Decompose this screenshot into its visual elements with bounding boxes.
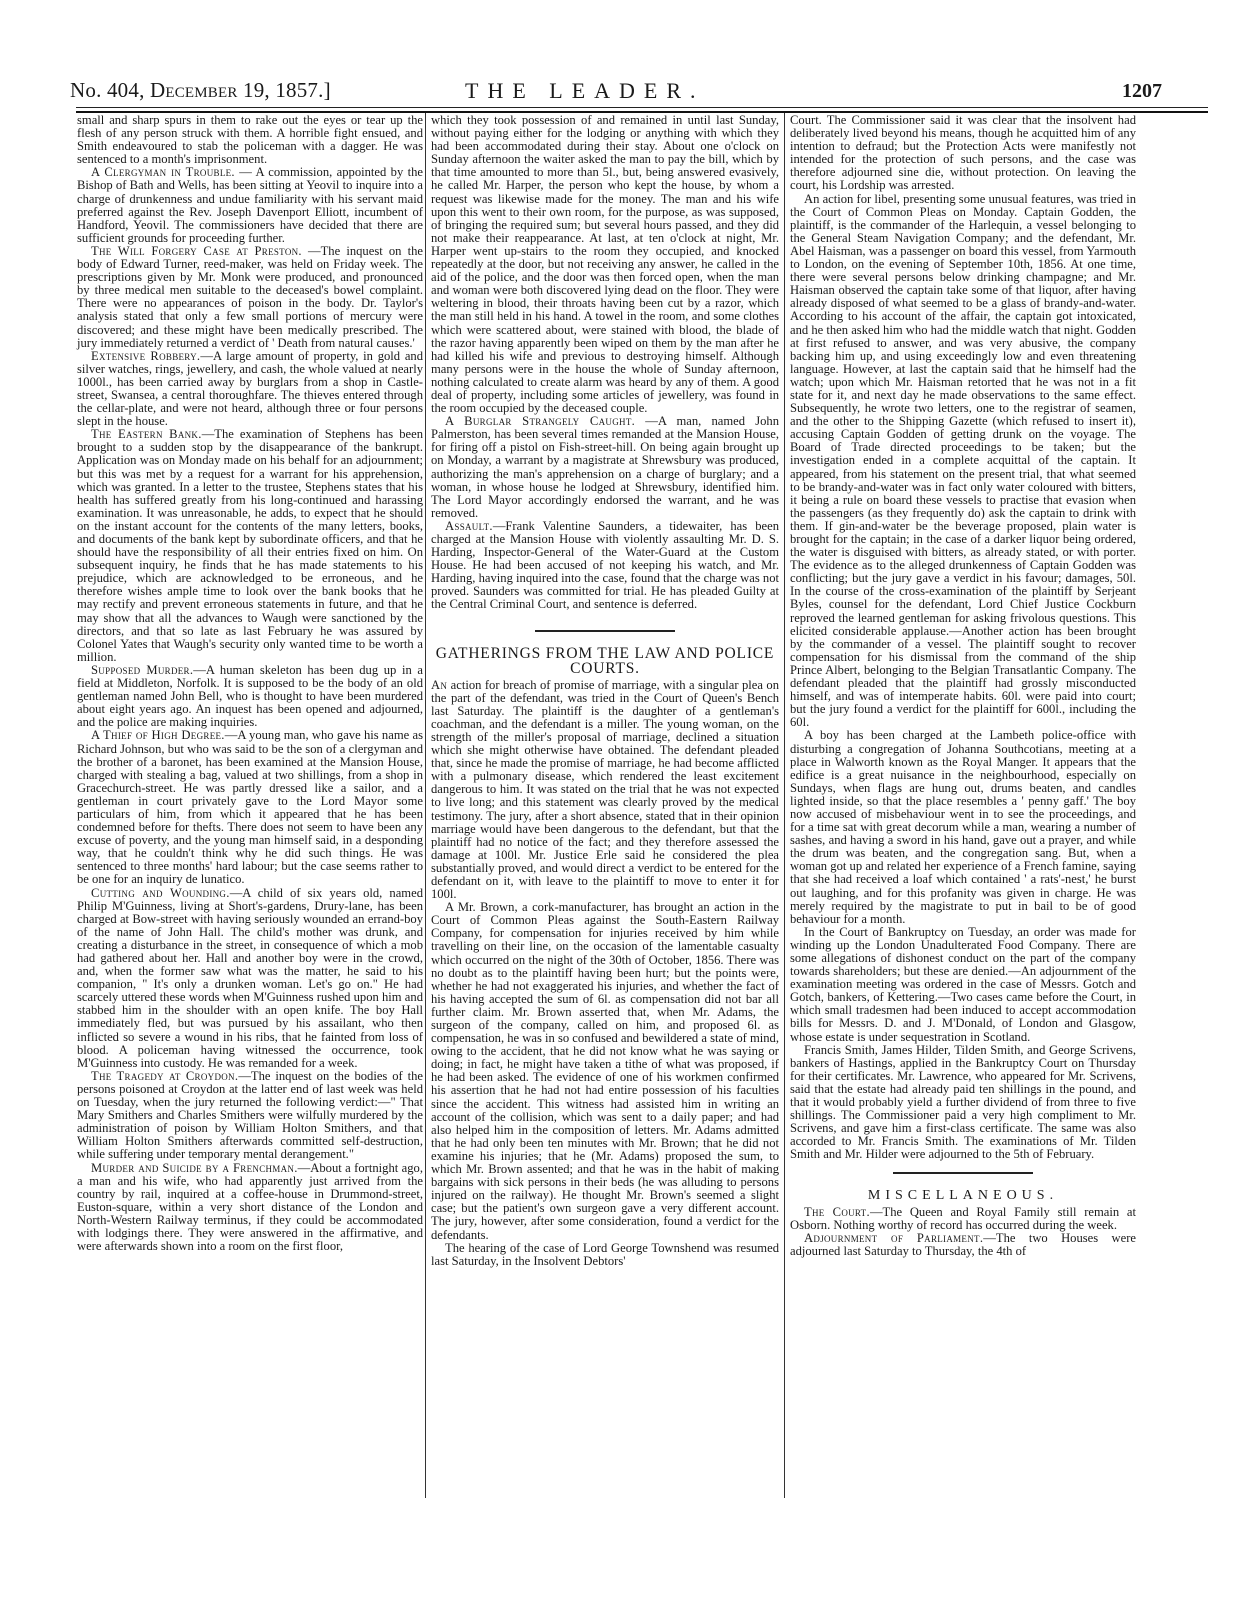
section-heading-law-courts: GATHERINGS FROM THE LAW AND POLICE COURTS. — [435, 644, 775, 677]
article-text: —The examination of Stephens has been brought to a sudden stop by the disappearance of the bankrupt. Application was on Monday made on his behalf for an adjournment; but this was met by a request for a warrant for his apprehension, which was granted. In a letter to the trustee, Stephens states that his health has suffered greatly from his long-continued and harassing examination. It was unreasonable, he adds, to expect that he should on the instant account for the contents of the many letters, books, and documents of the bank kept by subordinate officers, and that he should have the responsibility of all their entries fixed on him. On subsequent inquiry, he finds that he has made statements to his prejudice, which are acknowledged to be erroneous, and he therefore wishes ample time to look over the bank books that he may rectify and prevent erroneous statements in future, and that he may show that all the advances to Waugh were sanctioned by the directors, and that so late as last February he was assured by Colonel Yates that Waugh's security only wanted time to be worth a million. — [77, 427, 423, 664]
article-text: A Mr. Brown, a cork-manufacturer, has brought an action in the Court of Common Pleas against the South-Eastern Railway Company, for compensation for injuries received by him while travelling on their line, on the occasion of the lamentable casualty which occurred on the night of the 30th of October, 1856. There was no doubt as to the plaintiff having been hurt; but the points were, whether he had not exaggerated his injuries, and whether the fact of his having accepted the sum of 6l. as compensation did not bar all further claim. Mr. Brown asserted that, when Mr. Adams, the surgeon of the company, called on him, and proposed 6l. as compensation, he was in so confused and bewildered a state of mind, owing to the accident, that he did not know what he was saying or doing; in fact, he might have taken a tithe of what was proposed, if he had been asked. The evidence of one of his workmen confirmed his assertion that he had not had entire possession of his faculties since the accident. This witness had assisted him in writing an account of the collision, which was sent to a daily paper; and had also helped him in the composition of letters. Mr. Adams admitted that he had only been ten minutes with Mr. Brown; that he did not examine his injuries; that he (Mr. Adams) proposed the sum, to which Mr. Brown assented; and that he was in the habit of making bargains with sick persons in their beds (he was alluding to persons injured on the railway). He thought Mr. Brown's seemed a slight case; but the patient's own surgeon gave a very different account. The jury, however, after some consideration, found a verdict for the defendants. — [431, 900, 779, 1242]
page-number: 1207 — [1122, 80, 1162, 102]
masthead — [70, 78, 1204, 104]
article-text: —A large amount of property, in gold and silver watches, rings, jewellery, and cash, the whole valued at nearly 1000l., has been carried away by burglars from a shop in Castle-street, Swansea, a central thoroughfare. The thieves entered through the cellar-plate, and were not heard, although three or four persons slept in the house. — [77, 348, 423, 429]
article-text: small and sharp spurs in them to rake out the eyes or tear up the flesh of any person struck with them. A horrible fight ensued, and Smith endeavoured to stab the policeman with a dagger. He was sentenced to a month's imprisonment. — [77, 113, 423, 167]
article-text: — A commission, appointed by the Bishop of Bath and Wells, has been sitting at Yeovil to inquire into a charge of drunkenness and undue familiarity with his servant maid preferred against the Rev. Joseph Davenport Elliott, incumbent of Handford, Yeovil. The commissioners have decided that there are sufficient grounds for proceeding further. — [77, 165, 423, 245]
article-heading: Murder and Suicide by a Frenchman. — [91, 1160, 298, 1175]
column-3-articles — [790, 114, 1136, 1162]
article-paragraph — [431, 1242, 779, 1268]
article-text: —The two Houses were adjourned last Saturday to Thursday, the 4th of — [790, 1230, 1136, 1258]
article-text: —Frank Valentine Saunders, a tidewaiter, has been charged at the Mansion House with violently assaulting Mr. D. S. Harding, Inspector-General of the Water-Guard at the Custom House. He had been accused of not keeping his watch, and Mr. Harding, having inquired into the case, found that the charge was not proved. Saunders was committed for trial. He has pleaded Guilty at the Central Criminal Court, and sentence is deferred. — [431, 518, 779, 612]
column-rule — [784, 113, 785, 1498]
article-text: In the Court of Bankruptcy on Tuesday, an order was made for winding up the London Unadulterated Food Company. There are some allegations of dishonest conduct on the part of the company towards shareholders; but these are denied.—An adjournment of the examination meeting was ordered in the case of Messrs. Gotch and Gotch, bankers, of Kettering.—Two cases came before the Court, in which small tradesmen had been induced to accept accommodation bills for Messrs. D. and J. M'Donald, of London and Glasgow, whose estate is under sequestration in Scotland. — [790, 924, 1136, 1044]
article-text: —A young man, who gave his name as Richard Johnson, but who was said to be the son of a clergyman and the brother of a baronet, has been examined at the Mansion House, charged with stealing a bag, valued at two shillings, from a shop in Gracechurch-street. He was partly dressed like a sailor, and a gentleman in court privately gave to the Lord Mayor some particulars of him, from which it appeared that he has been condemned before for thefts. There does not seem to have been any excuse of poverty, and the young man himself said, in a desponding way, that he couldn't think why he did such things. He was sentenced to three months' hard labour; but the case seems rather to be one for an inquiry de lunatico. — [77, 728, 423, 887]
section-divider — [535, 630, 675, 632]
article-heading: The Eastern Bank. — [91, 427, 202, 442]
article-text: An action for libel, presenting some unusual features, was tried in the Court of Common Pleas on Monday. Captain Godden, the plaintiff, is the commander of the Harlequin, a vessel belonging to the General Steam Navigation Company; and the defendant, Mr. Abel Haisman, was a passenger on board this vessel, from Yarmouth to London, on the evening of September 10th, 1856. At one time, there were several persons below drinking champagne; and Mr. Haisman observed the captain take some of that liquor, after having already disposed of what seemed to be a glass of brandy-and-water. According to his account of the affair, the captain got intoxicated, and he then asked him who had the middle watch that night. Godden at first refused to answer, and was very abusive, the company backing him up, and using exceedingly low and even threatening language. However, at last the captain said that he himself had the watch; upon which Mr. Haisman retorted that he was not in a fit state for it, and next day he made observations to the same effect. Subsequently, he wrote two letters, one to the registrar of seamen, and the other to the Shipping Gazette (which refused to insert it), accusing Captain Godden of getting drunk on the voyage. The Board of Trade directed proceedings to be taken; but the investigation ended in a complete acquittal of the captain. It appeared, from his statement on the present trial, that what seemed to be brandy-and-water was in fact only water coloured with bitters, it being a rule on board these vessels to practise that evasion when the passengers (as they frequently do) ask the captain to drink with them. If gin-and-water be the beverage proposed, plain water is brought for the captain; in the case of a darker liquor being ordered, the water is disguised with bitters, as already stated, or with porter. The evidence as to the alleged drunkenness of Captain Godden was conflicting; but the jury gave a verdict in his favour; damages, 50l. In the course of the cross-examination of the plaintiff by Serjeant Byles, counsel for the defendant, Lord Chief Justice Cockburn reproved the learned gentleman for asking frivolous questions. This elicited considerable applause.—Another action has been brought by the commander of a vessel. The plaintiff sought to recover compensation for his dismissal from the command of the ship Prince Albert, belonging to the Belgian Transatlantic Company. The defendant pleaded that the plaintiff had grossly misconducted himself, and was of intemperate habits. 60l. were paid into court; but the jury found a verdict for the plaintiff for 600l., including the 60l. — [790, 191, 1136, 730]
article-heading: A Clergyman in Trouble. — [91, 165, 235, 180]
section-divider — [893, 1172, 1033, 1174]
article-text: Francis Smith, James Hilder, Tilden Smith, and George Scrivens, bankers of Hastings, applied in the Bankruptcy Court on Thursday for their certificates. Mr. Lawrence, who appeared for Mr. Scrivens, said that the estate had already paid ten shillings in the pound, and that it would probably yield a further dividend of from three to five shillings. The Commissioner paid a very high compliment to Mr. Scrivens, and gave him a first-class certificate. The same was also accorded to Mr. Francis Smith. The examinations of Mr. Tilden Smith and Mr. Hilder were adjourned to the 5th of February. — [790, 1042, 1136, 1162]
article-paragraph — [790, 1232, 1136, 1258]
column-2 — [431, 114, 779, 1268]
article-paragraph — [77, 664, 423, 729]
article-paragraph — [431, 114, 779, 415]
article-text: A boy has been charged at the Lambeth police-office with disturbing a congregation of Johanna Southcotians, meeting at a place in Walworth known as the Royal Manger. It appears that the edifice is a great nuisance in the neighbourhood, especially on Sundays, when flags are hung out, drums beaten, and candles lighted inside, so that the place resembles a ' penny gaff.' The boy now accused of misbehaviour went in to see the proceedings, and for a time sat with great decorum while a man, wearing a number of sashes, and having a sword in his hand, gave out a prayer, and while the drum was beaten, and the congregation sang. But, when a woman got up and related her experience of a French famine, saying that she had received a loaf which contained ' a rats'-nest,' he burst out laughing, and for this profanity was given in charge. He was merely required by the magistrate to put in bail to be of good behaviour for a month. — [790, 728, 1136, 926]
article-heading: Cutting and Wounding. — [91, 885, 230, 900]
article-paragraph — [790, 1206, 1136, 1232]
article-text: —A child of six years old, named Philip M'Guinness, living at Short's-gardens, Drury-lane, has been charged at Bow-street with having seriously wounded an errand-boy of the name of John Hall. The child's mother was drunk, and creating a disturbance in the street, in consequence of which a mob had gathered about her. Hall and another boy were in the crowd, and, when the former saw what was the matter, he said to his companion, " It's only a drunken woman. Let's go on." He had scarcely uttered these words when M'Guinness rushed upon him and stabbed him in the shoulder with an open knife. The boy Hall immediately fled, but was pursued by his assailant, who then inflicted so severe a wound in his ribs, that he fainted from loss of blood. A policeman having witnessed the occurrence, took M'Guinness into custody. He was remanded for a week. — [77, 885, 423, 1070]
article-paragraph — [431, 679, 779, 902]
article-paragraph — [77, 887, 423, 1070]
article-text: —The inquest on the bodies of the persons poisoned at Croydon at the latter end of last week was held on Tuesday, when the jury returned the following verdict:—" That Mary Smithers and Charles Smithers were wilfully murdered by the administration of poison by William Holton Smithers, and that William Holton Smithers afterwards committed self-destruction, while suffering under temporary mental derangement." — [77, 1068, 423, 1162]
article-heading: The Tragedy at Croydon. — [91, 1068, 239, 1083]
column-2-articles — [431, 114, 779, 612]
article-heading: Assault. — [445, 518, 493, 533]
article-paragraph — [77, 350, 423, 429]
column-2-law-articles — [431, 679, 779, 1268]
article-paragraph — [431, 520, 779, 612]
article-text: —A man, named John Palmerston, has been several times remanded at the Mansion House, for firing off a pistol on Fish-street-hill. On being again brought up on Monday, a warrant by a magistrate at Shrewsbury was produced, authorizing the man's apprehension on a charge of burglary; and a woman, in whose house he lodged at Shrewsbury, identified him. The Lord Mayor accordingly endorsed the warrant, and he was removed. — [431, 414, 779, 520]
article-paragraph — [431, 901, 779, 1241]
article-text: —About a fortnight ago, a man and his wife, who had apparently just arrived from the country by rail, inquired at a coffee-house in Drummond-street, Euston-square, within a very short distance of the London and North-Western Railway terminus, if they could be accommodated with lodgings there. They were answered in the affirmative, and were afterwards shown into a room on the first floor, — [77, 1160, 423, 1254]
article-text: action for breach of promise of marriage, with a singular plea on the part of the defendant, was tried in the Court of Queen's Bench last Saturday. The plaintiff is the daughter of a gentleman's coachman, and the defendant is a miller. The young woman, on the strength of the miller's proposal of marriage, declined a situation which she might otherwise have obtained. The defendant pleaded that, since he made the promise of marriage, he had become afflicted with a pulmonary disease, which rendered the least excitement dangerous to him. It was stated on the trial that he was not expected to live long; and this statement was clearly proved by the medical testimony. The jury, after a short absence, stated that in their opinion marriage would have been dangerous to the defendant, but that the plaintiff had no notice of the fact; and they therefore assessed the damage at 100l. Mr. Justice Erle said he considered the plea substantially proved, and would direct a verdict to be entered for the defendant on it, with leave to the plaintiff to move to enter it for 100l. — [431, 677, 779, 902]
article-heading: Extensive Robbery. — [91, 348, 201, 363]
article-paragraph — [77, 729, 423, 886]
newspaper-title: THE LEADER. — [465, 78, 705, 103]
article-text: The hearing of the case of Lord George Townshend was resumed last Saturday, in the Insolvent Debtors' — [431, 1240, 779, 1268]
issue-date: December 19, 1857.] — [149, 78, 331, 102]
article-heading: The Court. — [804, 1204, 870, 1219]
article-paragraph — [790, 193, 1136, 730]
issue-number: No. 404, — [70, 78, 145, 102]
article-heading: Adjournment of Parliament. — [804, 1230, 984, 1245]
article-paragraph — [790, 926, 1136, 1044]
issue-info — [70, 78, 331, 103]
article-heading: A Burglar Strangely Caught. — [445, 414, 636, 429]
article-text: —The Queen and Royal Family still remain at Osborn. Nothing worthy of record has occurred during the week. — [790, 1204, 1136, 1232]
section-heading-miscellaneous: MISCELLANEOUS. — [867, 1187, 1059, 1203]
article-paragraph — [77, 166, 423, 245]
article-paragraph — [77, 1162, 423, 1254]
article-paragraph — [77, 428, 423, 664]
article-text: —The inquest on the body of Edward Turner, reed-maker, was held on Friday week. The prescriptions given by Mr. Monk were produced, and pronounced by three medical men suitable to the deceased's bowel complaint. There were no appearances of poison in the body. Dr. Taylor's analysis stated that only a few small portions of mercury were discovered; and these might have been medically prescribed. The jury immediately returned a verdict of ' Death from natural causes.' — [77, 243, 423, 350]
article-paragraph — [77, 245, 423, 350]
article-heading: An — [431, 677, 448, 692]
article-paragraph — [790, 729, 1136, 925]
article-paragraph — [77, 1070, 423, 1162]
column-1 — [77, 114, 423, 1253]
article-heading: A Thief of High Degree. — [91, 728, 225, 743]
article-text: which they took possession of and remained in until last Sunday, without paying either for the lodging or anything with which they had been accommodated during their stay. About one o'clock on Sunday afternoon the waiter asked the man to pay the bill, which by that time amounted to more than 5l., but, being answered evasively, he called Mr. Harper, the person who kept the house, by whom a request was likewise made for the money. The man and his wife upon this went to their own room, for the purpose, as was supposed, of bringing the required sum; but several hours passed, and they did not make their reappearance. At last, at ten o'clock at night, Mr. Harper went up-stairs to the room they occupied, and knocked repeatedly at the door, but not receiving any answer, he called in the aid of the police, and the door was then forced open, when the man and woman were both discovered lying dead on the floor. They were weltering in blood, their throats having been cut by a razor, which the man still held in his hand. A towel in the room, and some clothes which were scattered about, were stained with blood, the blade of the razor having apparently been wiped on them by the man after he had killed his wife and previous to destroying himself. Although many persons were in the house the whole of Sunday afternoon, nothing calculated to create alarm was heard by any of them. A good deal of property, including some articles of jewellery, was found in the room occupied by the deceased couple. — [431, 113, 779, 416]
article-paragraph — [77, 114, 423, 166]
article-heading: Supposed Murder. — [91, 662, 194, 677]
column-3 — [790, 114, 1136, 1258]
article-paragraph — [790, 114, 1136, 193]
column-rule — [425, 113, 426, 1498]
article-heading: The Will Forgery Case at Preston. — [91, 243, 302, 258]
article-paragraph — [431, 415, 779, 520]
column-3-misc-articles — [790, 1206, 1136, 1258]
article-paragraph — [790, 1044, 1136, 1162]
article-text: Court. The Commissioner said it was clear that the insolvent had deliberately lived beyond his means, though he acquitted him of any intention to defraud; but the Protection Acts were manifestly not intended for the protection of such persons, and the case was therefore adjourned sine die, without protection. On leaving the court, his Lordship was arrested. — [790, 113, 1136, 193]
article-text: —A human skeleton has been dug up in a field at Middleton, Norfolk. It is supposed to be the body of an old gentleman named John Bell, who is thought to have been murdered about eight years ago. An inquest has been opened and adjourned, and the police are making inquiries. — [77, 662, 423, 730]
